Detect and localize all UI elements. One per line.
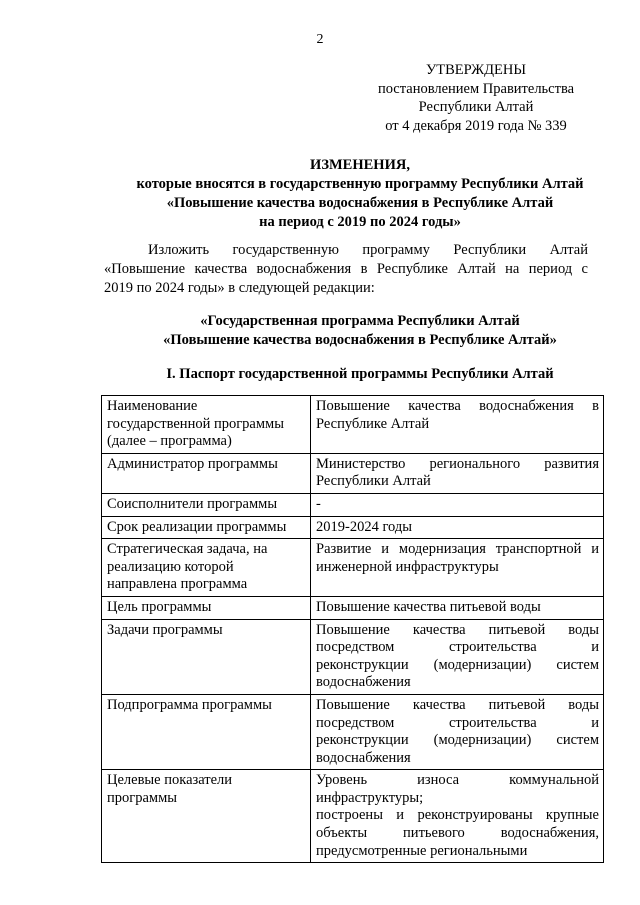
- passport-row: [102, 453, 604, 493]
- page-number: 2: [316, 32, 324, 47]
- passport-value-line: водоснабжения: [316, 749, 411, 766]
- heading-line: на период с 2019 по 2024 годы»: [259, 214, 461, 230]
- passport-value-line: Повышение качества водоснабжения в: [316, 398, 599, 414]
- heading-line: которые вносятся в государственную программу Республики Алтай: [136, 176, 584, 192]
- passport-label-cell: [102, 694, 311, 769]
- passport-value-line: реконструкции (модернизации) систем: [316, 656, 599, 673]
- passport-row: [102, 539, 604, 597]
- passport-row: [102, 516, 604, 539]
- program-title-line: «Государственная программа Республики Алтай: [200, 313, 520, 329]
- passport-label-cell: [102, 596, 311, 619]
- passport-label-line: Стратегическая задача, на: [107, 541, 268, 558]
- passport-value-line: построены и реконструированы крупные: [316, 807, 599, 824]
- passport-label-cell: [102, 619, 311, 694]
- passport-label-line: Наименование: [107, 398, 198, 414]
- passport-value-line: инфраструктуры;: [316, 789, 424, 806]
- passport-value-cell: [311, 619, 604, 694]
- passport-value-line: посредством строительства и: [316, 639, 599, 656]
- passport-label-line: Цель программы: [107, 598, 212, 615]
- passport-label-line: Срок реализации программы: [107, 518, 287, 535]
- passport-label-line: Администратор программы: [107, 455, 278, 472]
- passport-label-cell: [102, 453, 311, 493]
- passport-row: [102, 596, 604, 619]
- passport-value-cell: [311, 396, 604, 454]
- approval-block: [352, 61, 600, 135]
- passport-value-line: предусмотренные региональными: [316, 842, 528, 859]
- passport-value-line: 2019-2024 годы: [316, 518, 412, 535]
- heading-line: «Повышение качества водоснабжения в Республике Алтай: [166, 195, 554, 211]
- passport-label-line: (далее – программа): [107, 433, 232, 450]
- passport-value-line: Повышение качества питьевой воды: [316, 696, 599, 713]
- passport-value-line: инженерной инфраструктуры: [316, 558, 499, 575]
- approval-line: постановлением Правительства: [377, 80, 575, 97]
- approval-title: УТВЕРЖДЕНЫ: [425, 62, 527, 78]
- passport-label-cell: [102, 539, 311, 597]
- heading-line: ИЗМЕНЕНИЯ,: [310, 157, 410, 173]
- passport-value-line: Республики Алтай: [316, 473, 431, 490]
- passport-table: [101, 395, 604, 863]
- passport-value-line: Повышение качества питьевой воды: [316, 621, 599, 638]
- passport-label-cell: [102, 396, 311, 454]
- passport-label-cell: [102, 493, 311, 516]
- passport-value-line: объекты питьевого водоснабжения,: [316, 825, 599, 842]
- passport-value-cell: [311, 493, 604, 516]
- passport-label-line: реализацию которой: [107, 558, 234, 575]
- passport-value-line: Развитие и модернизация транспортной и: [316, 541, 599, 558]
- passport-label-line: направлена программа: [107, 576, 248, 593]
- program-title: [60, 312, 640, 350]
- passport-value-line: водоснабжения: [316, 674, 411, 691]
- passport-value-line: Уровень износа коммунальной: [316, 772, 599, 789]
- document-heading: [60, 156, 640, 232]
- passport-row: [102, 770, 604, 863]
- program-title-line: «Повышение качества водоснабжения в Республике Алтай»: [163, 332, 557, 348]
- passport-value-cell: [311, 516, 604, 539]
- passport-value-line: Повышение качества питьевой воды: [316, 598, 541, 615]
- passport-row: [102, 396, 604, 454]
- passport-label-line: Подпрограмма программы: [107, 696, 272, 713]
- passport-label-line: Целевые показатели: [107, 772, 233, 789]
- passport-value-cell: [311, 539, 604, 597]
- intro-line: Изложить государственную программу Республики Алтай: [148, 242, 588, 258]
- passport-value-cell: [311, 770, 604, 863]
- passport-label-line: Соисполнители программы: [107, 495, 278, 512]
- passport-label-line: программы: [107, 789, 177, 806]
- approval-line: от 4 декабря 2019 года № 339: [385, 117, 567, 134]
- passport-value-line: Министерство регионального развития: [316, 455, 599, 472]
- intro-paragraph: [104, 241, 588, 298]
- passport-label-line: государственной программы: [107, 415, 284, 432]
- passport-row: [102, 619, 604, 694]
- passport-value-cell: [311, 694, 604, 769]
- passport-value-line: посредством строительства и: [316, 714, 599, 731]
- approval-line: Республики Алтай: [418, 99, 534, 115]
- section-title: I. Паспорт государственной программы Республики Алтай: [166, 366, 554, 382]
- passport-row: [102, 694, 604, 769]
- passport-value-line: реконструкции (модернизации) систем: [316, 732, 599, 749]
- passport-value-line: -: [316, 495, 321, 512]
- passport-value-cell: [311, 453, 604, 493]
- intro-line: «Повышение качества водоснабжения в Республике Алтай на период с: [104, 261, 588, 277]
- passport-row: [102, 493, 604, 516]
- passport-label-cell: [102, 516, 311, 539]
- passport-label-line: Задачи программы: [107, 621, 223, 638]
- passport-value-line: Республике Алтай: [316, 415, 430, 432]
- passport-value-cell: [311, 596, 604, 619]
- passport-label-cell: [102, 770, 311, 863]
- intro-line: 2019 по 2024 годы» в следующей редакции:: [104, 280, 375, 296]
